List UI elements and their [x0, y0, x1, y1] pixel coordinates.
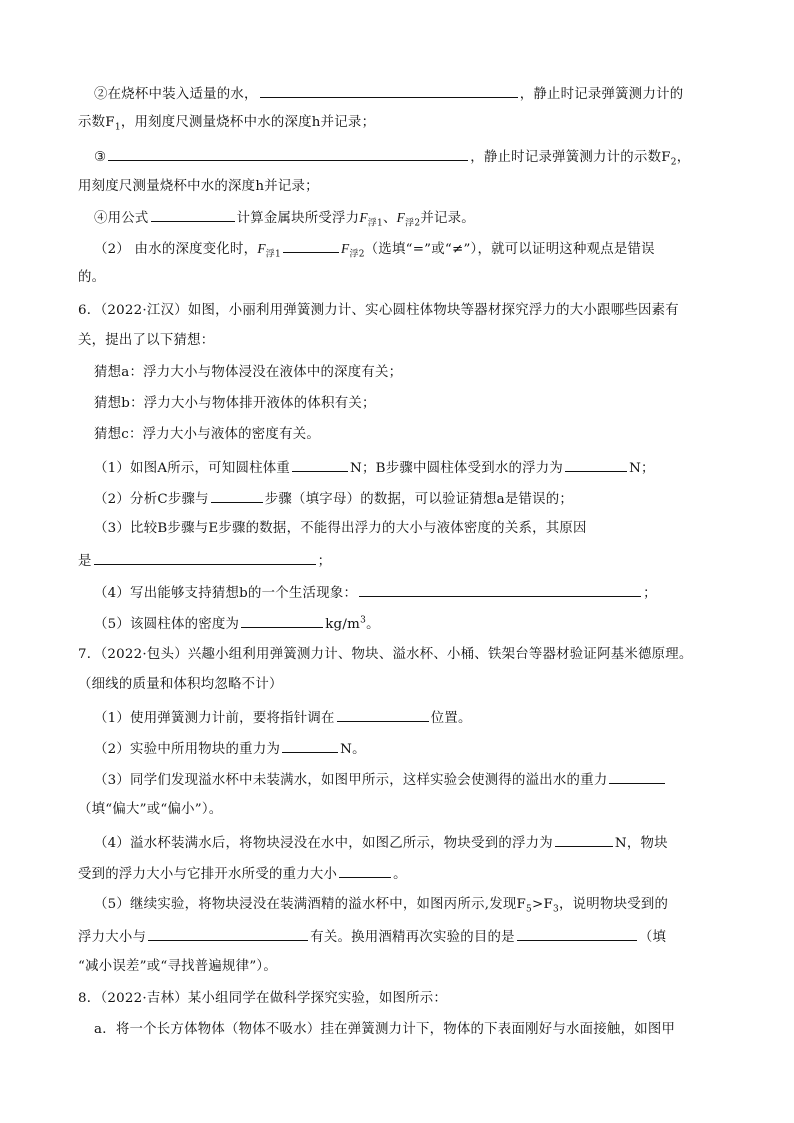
q5-step4: ④用公式 计算金属块所受浮力$F_{浮1}$、$F_{浮2}$并记录。: [94, 207, 475, 229]
q6-heading-cont: 关，提出了以下猜想：: [78, 333, 215, 348]
q7-part3-line1: （3）同学们发现溢水杯中未装满水，如图甲所示，这样实验会使测得的溢出水的重力: [94, 769, 667, 791]
q5-part2-line2: 的。: [78, 270, 106, 285]
q5-step2-line1: ②在烧杯中装入适量的水， ，静止时记录弹簧测力计的: [94, 83, 683, 105]
q7-part5-line1: （5）继续实验，将物块浸没在装满酒精的溢水杯中，如图丙所示,发现$F_5>F_3$，说明物块受到的: [94, 897, 669, 915]
q6-part4: （4）写出能够支持猜想b的一个生活现象： ；: [94, 582, 657, 604]
q6-part2: （2）分析C步骤与 步骤（填字母）的数据，可以验证猜想a是错误的；: [94, 488, 573, 510]
answer-blank[interactable]: [148, 926, 308, 941]
answer-blank[interactable]: [283, 238, 339, 253]
q6-part5: （5）该圆柱体的密度为 $kg/m^3$。: [94, 613, 380, 635]
q7-part5-line3: “减小误差”或“寻找普遍规律”）。: [78, 959, 278, 974]
q6-guess-a: 猜想a：浮力大小与物体浸没在液体中的深度有关；: [94, 365, 403, 380]
q5-step3-line1: ③ ，静止时记录弹簧测力计的示数$F_2$，: [94, 146, 690, 168]
q8-step-a: a．将一个长方体物体（物体不吸水）挂在弹簧测力计下，物体的下表面刚好与水面接触，如图甲: [94, 1022, 676, 1037]
q6-part3-line2: 是 ；: [78, 550, 331, 572]
answer-blank[interactable]: [94, 550, 316, 565]
answer-blank[interactable]: [359, 582, 641, 597]
q8-heading: 8．（2022·吉林）某小组同学在做科学探究实验，如图所示：: [78, 991, 448, 1006]
q7-part2: （2）实验中所用物块的重力为 N。: [94, 738, 366, 760]
q6-guess-c: 猜想c：浮力大小与液体的密度有关。: [94, 427, 320, 442]
answer-blank[interactable]: [609, 769, 665, 784]
q7-part5-line2: 浮力大小与 有关。换用酒精再次实验的目的是 （填: [78, 926, 666, 948]
q7-part3-line2: （填“偏大”或“偏小”）。: [78, 802, 223, 817]
answer-blank[interactable]: [241, 613, 323, 628]
q6-part3-line1: （3）比较B步骤与E步骤的数据，不能得出浮力的大小与液体密度的关系，其原因: [94, 521, 587, 536]
answer-blank[interactable]: [292, 457, 348, 472]
q6-heading: 6．（2022·江汉）如图，小丽利用弹簧测力计、实心圆柱体物块等器材探究浮力的大小跟哪些因素有: [78, 303, 679, 318]
answer-blank[interactable]: [282, 738, 338, 753]
answer-blank[interactable]: [260, 83, 518, 98]
answer-blank[interactable]: [151, 207, 235, 222]
answer-blank[interactable]: [517, 926, 637, 941]
q5-step2-line2: 示数$F_1$，用刻度尺测量烧杯中水的深度h并记录；: [78, 115, 376, 133]
q7-part1: （1）使用弹簧测力计前，要将指针调在 位置。: [94, 707, 472, 729]
q7-heading: 7．（2022·包头）兴趣小组利用弹簧测力计、物块、溢水杯、小桶、铁架台等器材验证阿基米德原理。: [78, 647, 693, 662]
q6-guess-b: 猜想b：浮力大小与物体排开液体的体积有关；: [94, 396, 376, 411]
answer-blank[interactable]: [565, 457, 627, 472]
q7-part4-line1: （4）溢水杯装满水后，将物块浸没在水中，如图乙所示，物块受到的浮力为 N，物块: [94, 832, 668, 854]
answer-blank[interactable]: [108, 146, 468, 161]
q5-step3-line2: 用刻度尺测量烧杯中水的深度h并记录；: [78, 179, 319, 194]
q6-part1: （1）如图A所示，可知圆柱体重 N；B步骤中圆柱体受到水的浮力为 N；: [94, 457, 655, 479]
q5-part2-line1: （2） 由水的深度变化时，$F_{浮1}$ $F_{浮2}$（选填“=”或“≠”），就可以证明这种观点是错误: [94, 238, 655, 260]
q7-note: （细线的质量和体积均忽略不计）: [78, 677, 283, 692]
answer-blank[interactable]: [337, 707, 429, 722]
answer-blank[interactable]: [211, 488, 263, 503]
answer-blank[interactable]: [339, 863, 391, 878]
q7-part4-line2: 受到的浮力大小与它排开水所受的重力大小 。: [78, 863, 407, 885]
answer-blank[interactable]: [555, 832, 613, 847]
